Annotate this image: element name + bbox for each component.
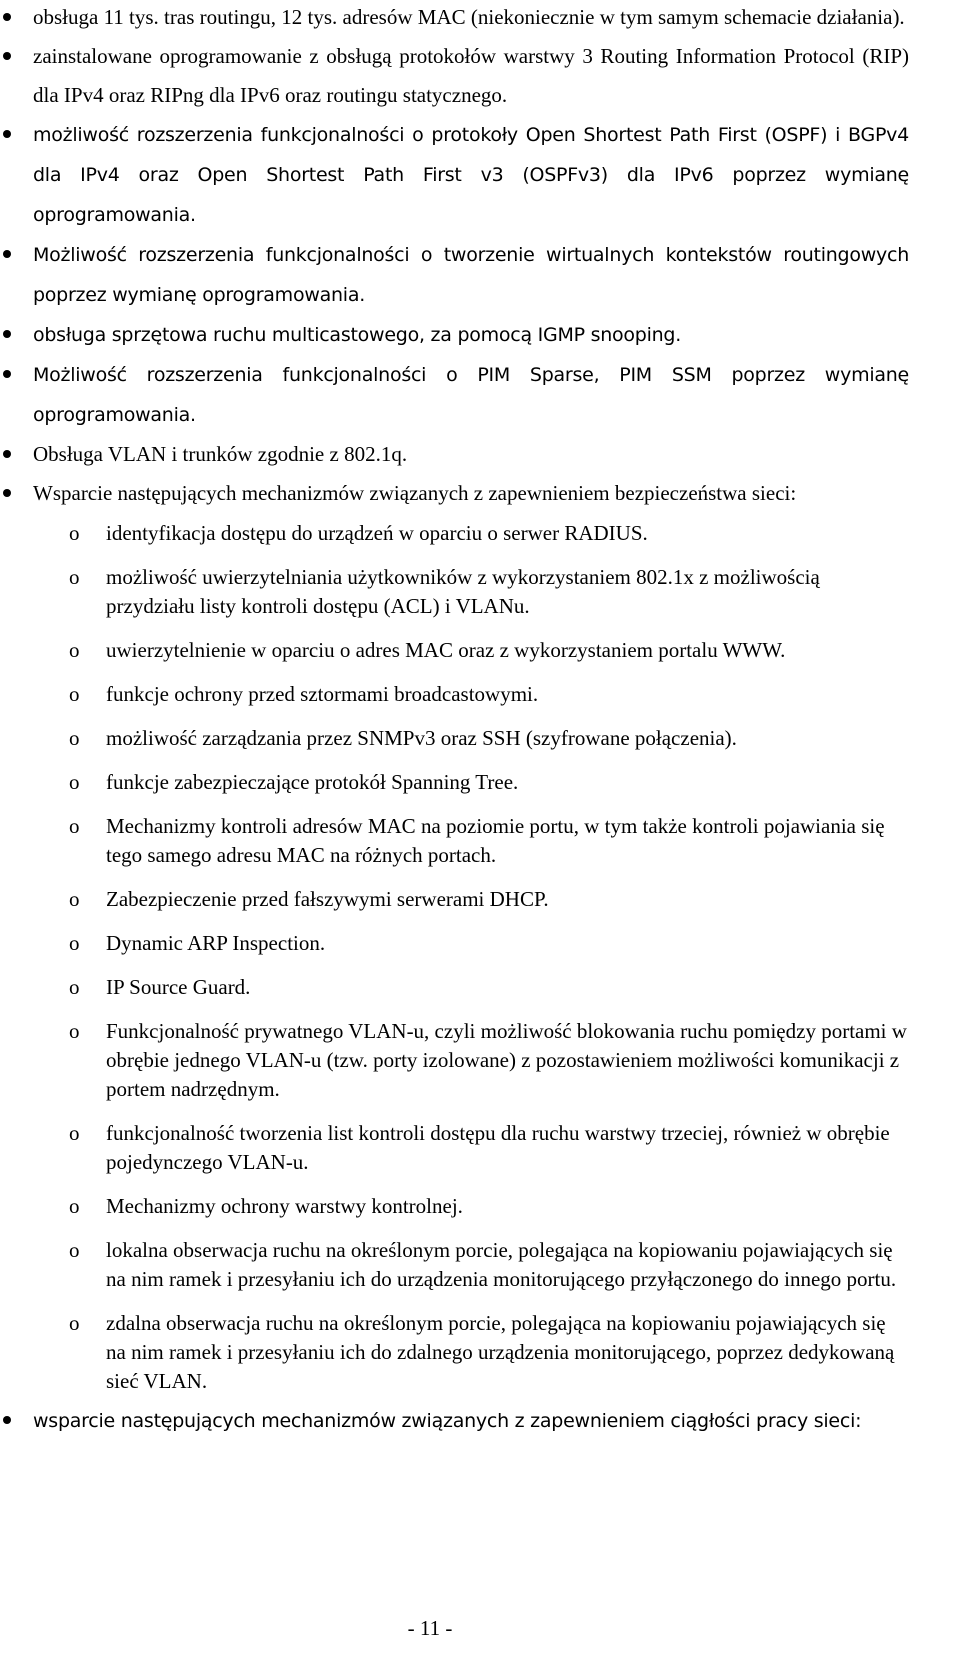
sub-list-item [33, 1017, 909, 1104]
list-item-security [0, 474, 909, 1396]
bullet-icon [3, 489, 11, 497]
sub-list-item [33, 1236, 909, 1294]
sub-list-item [33, 724, 909, 753]
list-item-text: Możliwość rozszerzenia funkcjonalności o PIM Sparse, PIM SSM poprzez wymianę oprogramowania. [33, 364, 909, 426]
circle-bullet-icon: o [69, 931, 80, 955]
sub-list-item-text: Zabezpieczenie przed fałszywymi serwerami DHCP. [106, 887, 549, 911]
sub-list-item [33, 680, 909, 709]
security-sub-list [33, 519, 909, 1396]
bullet-icon [3, 330, 11, 338]
sub-list-item-text: funkcjonalność tworzenia list kontroli dostępu dla ruchu warstwy trzeciej, również w obrębie pojedynczego VLAN-u. [106, 1121, 890, 1174]
circle-bullet-icon: o [69, 814, 80, 838]
sub-list-item-text: Mechanizmy kontroli adresów MAC na poziomie portu, w tym także kontroli pojawiania się tego samego adresu MAC na różnych portach. [106, 814, 885, 867]
sub-list-item [33, 636, 909, 665]
sub-list-item [33, 1119, 909, 1177]
sub-list-item-text: zdalna obserwacja ruchu na określonym porcie, polegająca na kopiowaniu pojawiających się na nim ramek i przesyłaniu ich do zdalnego urządzenia monitorującego, poprzez dedykowaną sieć VLAN. [106, 1311, 895, 1393]
circle-bullet-icon: o [69, 1019, 80, 1043]
list-item-text: zainstalowane oprogramowanie z obsługą protokołów warstwy 3 Routing Information Protocol (RIP) dla IPv4 oraz RIPng dla IPv6 oraz routingu statycznego. [33, 44, 909, 107]
page-number: - 11 - [407, 1616, 453, 1640]
list-item [0, 0, 909, 37]
list-item-text: obsługa sprzętowa ruchu multicastowego, za pomocą IGMP snooping. [33, 324, 682, 346]
circle-bullet-icon: o [69, 1311, 80, 1335]
list-item [0, 235, 909, 315]
circle-bullet-icon: o [69, 682, 80, 706]
list-item [0, 315, 909, 355]
circle-bullet-icon: o [69, 975, 80, 999]
sub-list-item-text: Funkcjonalność prywatnego VLAN-u, czyli możliwość blokowania ruchu pomiędzy portami w obrębie jednego VLAN-u (tzw. porty izolowane) z pozostawieniem możliwości komunikacji z portem nadrzędnym. [106, 1019, 907, 1101]
circle-bullet-icon: o [69, 521, 80, 545]
bullet-icon [3, 370, 11, 378]
sub-list-item [33, 885, 909, 914]
list-item-text: Możliwość rozszerzenia funkcjonalności o tworzenie wirtualnych kontekstów routingowych poprzez wymianę oprogramowania. [33, 244, 909, 306]
circle-bullet-icon: o [69, 887, 80, 911]
list-item [0, 355, 909, 435]
list-item-text: Wsparcie następujących mechanizmów związanych z zapewnieniem bezpieczeństwa sieci: [33, 481, 797, 505]
list-item-text: wsparcie następujących mechanizmów związanych z zapewnieniem ciągłości pracy sieci: [33, 1410, 862, 1432]
circle-bullet-icon: o [69, 726, 80, 750]
bullet-icon [3, 450, 11, 458]
sub-list-item [33, 929, 909, 958]
list-item-text: obsługa 11 tys. tras routingu, 12 tys. adresów MAC (niekoniecznie w tym samym schemacie działania). [33, 5, 905, 29]
sub-list-item [33, 812, 909, 870]
bullet-icon [3, 52, 11, 60]
sub-list-item [33, 973, 909, 1002]
sub-list-item [33, 1192, 909, 1221]
bullet-icon [3, 1416, 11, 1424]
circle-bullet-icon: o [69, 638, 80, 662]
list-item-text: możliwość rozszerzenia funkcjonalności o protokoły Open Shortest Path First (OSPF) i BGPv4 dla IPv4 oraz Open Shortest Path First v3 (OSPFv3) dla IPv6 poprzez wymianę oprogramowania. [33, 124, 909, 226]
sub-list-item-text: identyfikacja dostępu do urządzeń w oparciu o serwer RADIUS. [106, 521, 648, 545]
sub-list-item [33, 768, 909, 797]
list-item [0, 115, 909, 235]
sub-list-item [33, 1309, 909, 1396]
circle-bullet-icon: o [69, 1121, 80, 1145]
circle-bullet-icon: o [69, 1238, 80, 1262]
sub-list-item-text: Mechanizmy ochrony warstwy kontrolnej. [106, 1194, 463, 1218]
sub-list-item-text: możliwość uwierzytelniania użytkowników z wykorzystaniem 802.1x z możliwością przydziału listy kontroli dostępu (ACL) i VLANu. [106, 565, 820, 618]
sub-list-item-text: IP Source Guard. [106, 975, 251, 999]
sub-list-item [33, 563, 909, 621]
sub-list-item-text: uwierzytelnienie w oparciu o adres MAC oraz z wykorzystaniem portalu WWW. [106, 638, 786, 662]
circle-bullet-icon: o [69, 565, 80, 589]
sub-list-item-text: funkcje ochrony przed sztormami broadcastowymi. [106, 682, 539, 706]
list-item-text: Obsługa VLAN i trunków zgodnie z 802.1q. [33, 442, 408, 466]
list-item [0, 1401, 909, 1441]
list-item [0, 435, 909, 474]
sub-list-item-text: Dynamic ARP Inspection. [106, 931, 326, 955]
sub-list-item-text: możliwość zarządzania przez SNMPv3 oraz SSH (szyfrowane połączenia). [106, 726, 737, 750]
circle-bullet-icon: o [69, 1194, 80, 1218]
sub-list-item-text: lokalna obserwacja ruchu na określonym porcie, polegająca na kopiowaniu pojawiających się na nim ramek i przesyłaniu ich do urządzenia monitorującego przyłączonego do innego portu. [106, 1238, 897, 1291]
circle-bullet-icon: o [69, 770, 80, 794]
sub-list-item-text: funkcje zabezpieczające protokół Spanning Tree. [106, 770, 519, 794]
bullet-icon [3, 130, 11, 138]
list-item [0, 37, 909, 115]
sub-list-item [33, 519, 909, 548]
bullet-icon [3, 13, 11, 21]
bullet-icon [3, 250, 11, 258]
